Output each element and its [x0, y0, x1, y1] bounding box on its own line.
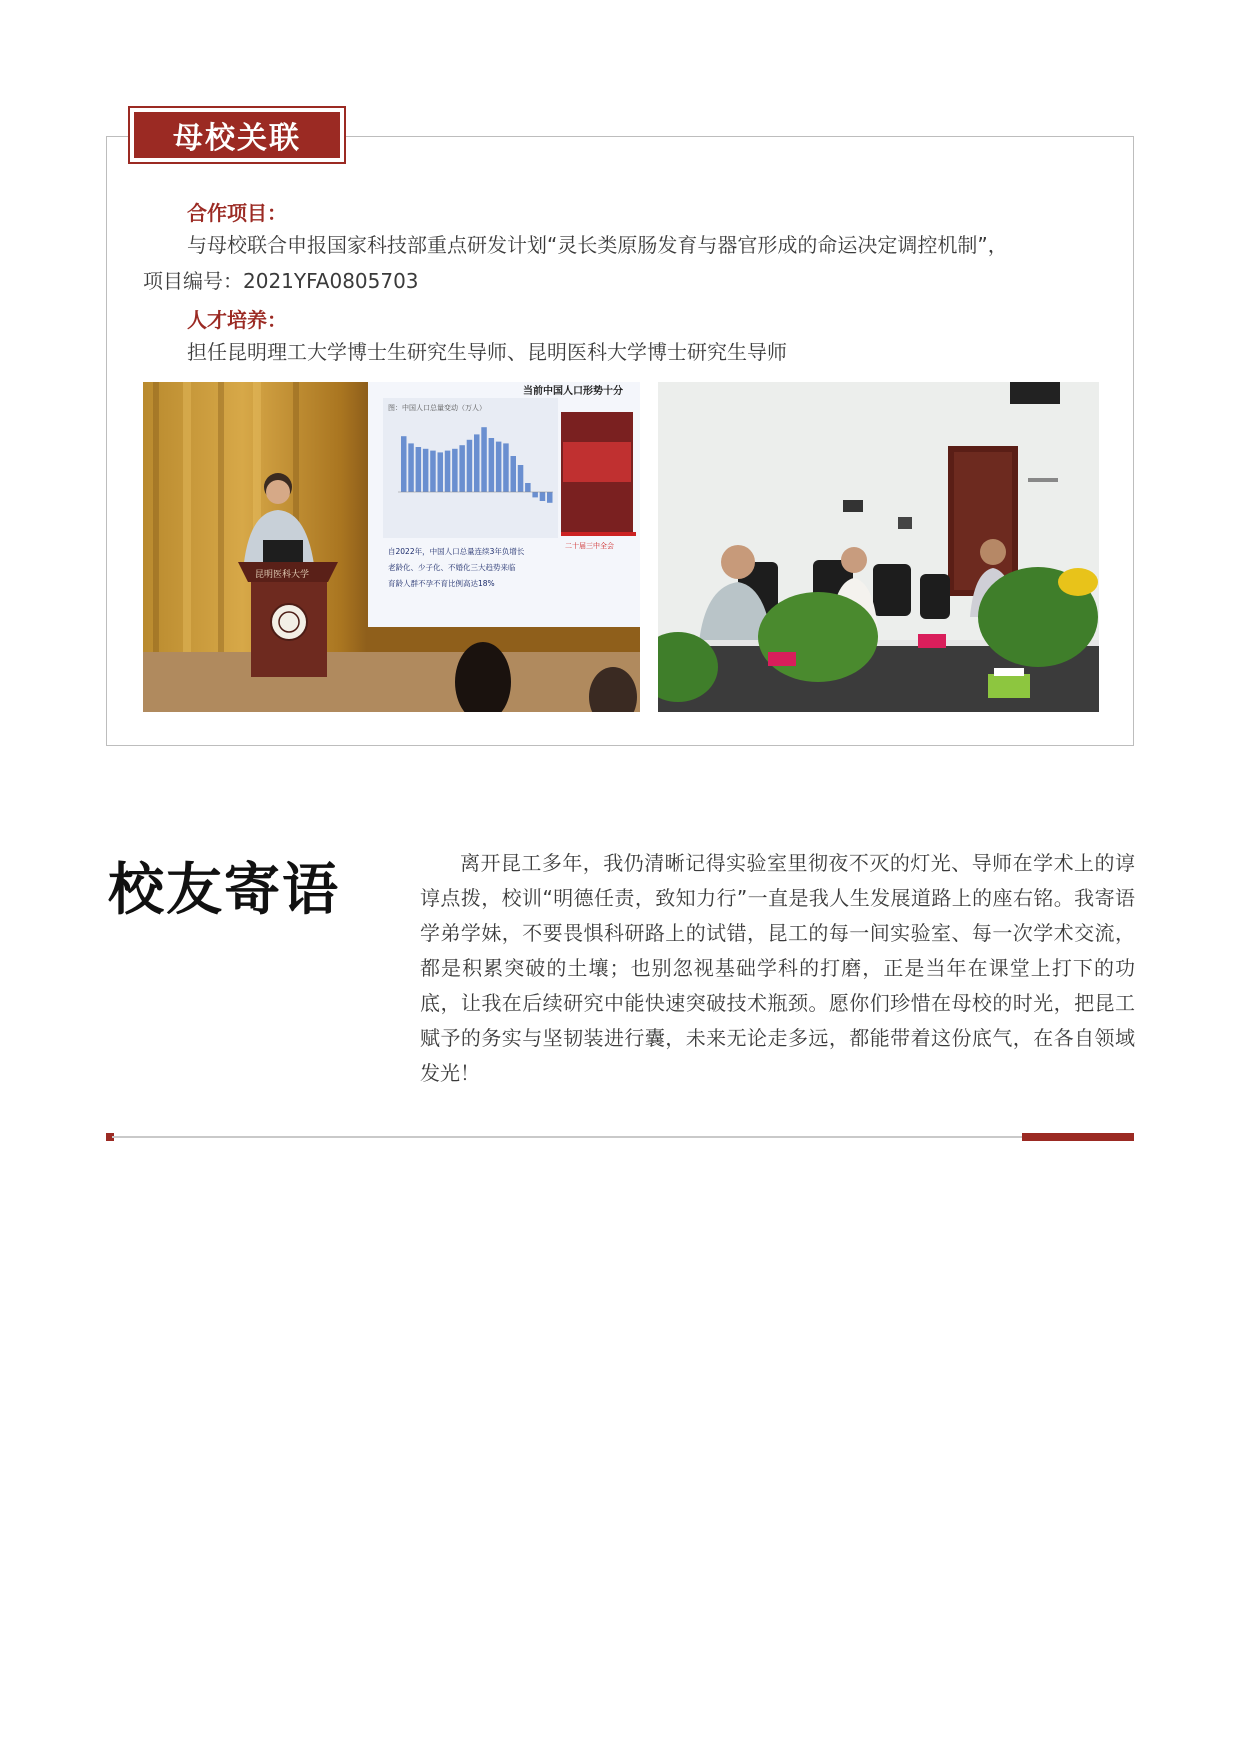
screen-chart-bar: [525, 483, 531, 492]
screen-title: 当前中国人口形势十分: [523, 386, 623, 397]
talent-text: 担任昆明理工大学博士生研究生导师、昆明医科大学博士研究生导师: [187, 340, 787, 364]
screen-chart-bar: [408, 443, 414, 492]
screen-chart-bar: [430, 451, 436, 492]
podium-emblem: [271, 604, 307, 640]
screen-chart-bar: [467, 440, 473, 492]
screen-chart-bar: [532, 492, 538, 497]
alumni-message-paragraph: 离开昆工多年，我仍清晰记得实验室里彻夜不灭的灯光、导师在学术上的谆谆点拨，校训“明德任责，致知力行”一直是我人生发展道路上的座右铭。我寄语学弟学妹，不要畏惧科研路上的试错，昆工的每一间实验室、每一次学术交流，都是积累突破的土壤；也别忽视基础学科的打磨，正是当年在课堂上打下的功底，让我在后续研究中能快速突破技术瓶颈。愿你们珍惜在母校的时光，把昆工赋予的务实与坚韧装进行囊，未来无论走多远，都能带着这份底气，在各自领域发光！: [420, 851, 1135, 1085]
bullet-2: 老龄化、少子化、不婚化三大趋势来临: [388, 563, 516, 572]
screen-chart-bar: [401, 436, 407, 492]
screen-chart-bar: [547, 492, 553, 503]
lecture-photo: [143, 382, 640, 712]
bullet-3: 育龄人群不孕不育比例高达18%: [388, 579, 495, 588]
screen-chart-bar: [438, 452, 444, 492]
bullet-1: 自2022年，中国人口总量连续3年负增长: [388, 547, 525, 556]
screen-chart-bar: [518, 465, 524, 492]
podium-text: 昆明医科大学: [255, 570, 310, 580]
screen-chart-bar: [503, 443, 509, 492]
screen-chart-bar: [481, 427, 487, 492]
alumni-message-title: 校友寄语: [108, 858, 340, 923]
screen-chart-bar: [423, 449, 429, 492]
screen-chart-bar: [489, 438, 495, 492]
chart-caption: 图：中国人口总量变动（万人）: [388, 404, 486, 412]
screen-chart-bar: [416, 447, 422, 492]
screen-chart-bar: [452, 449, 458, 492]
screen-chart-bar: [459, 445, 465, 492]
talent-label: 人才培养：: [187, 308, 287, 332]
cooperation-text-line1: 与母校联合申报国家科技部重点研发计划“灵长类原肠发育与器官形成的命运决定调控机制”，: [187, 233, 1008, 257]
screen-chart-bar: [474, 434, 480, 492]
section-title: 母校关联: [134, 112, 340, 158]
screen-chart-bar: [496, 442, 502, 492]
divider-accent-bar: [1022, 1133, 1134, 1141]
screen-chart-bar: [445, 451, 451, 492]
meeting-photo: [658, 382, 1099, 712]
cooperation-text-line2: 项目编号：2021YFA0805703: [143, 269, 419, 293]
section-title-tag: [128, 106, 346, 164]
screen-chart-bar: [511, 456, 517, 492]
cooperation-label: 合作项目：: [187, 201, 287, 225]
alumni-message-text: [420, 846, 1135, 1091]
divider-line: [112, 1136, 1022, 1138]
side-text: 二十届三中全会: [565, 542, 614, 550]
screen-chart-bar: [540, 492, 546, 501]
